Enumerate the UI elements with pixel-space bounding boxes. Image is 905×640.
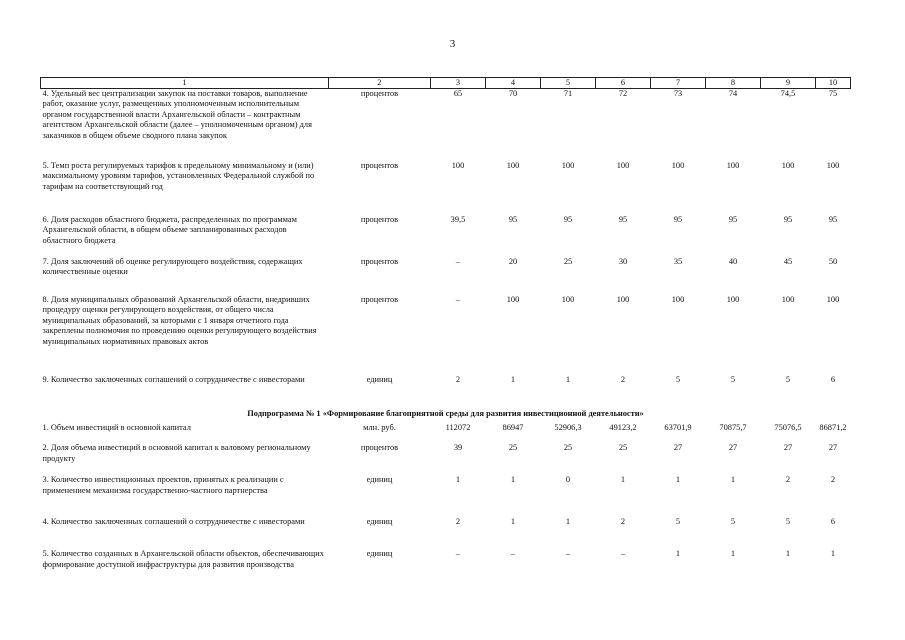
indicator-value: 1 (675, 549, 681, 559)
indicator-name: 8. Доля муниципальных образований Архангельской области, внедривших процедуру оценки регулирующего воздействия, от общего числа муниципальных образований, за которыми с 1 января отчетного года закреплены полномочия по проведению оценки регулирующего воздействия муниципальных нормативных правовых актов (42, 295, 317, 346)
indicator-value: 74,5 (780, 89, 796, 98)
indicator-name: 7. Доля заключений об оценке регулирующего воздействия, содержащих количественные оценки (42, 257, 303, 277)
table-row (41, 549, 851, 585)
column-number: 4 (486, 78, 541, 89)
indicator-value: 1 (455, 475, 461, 485)
indicator-value: 86871,2 (819, 423, 847, 433)
indicator-value: 100 (726, 161, 740, 170)
indicator-value: 95 (508, 215, 518, 224)
indicator-value: – (620, 549, 626, 559)
indicator-name: 9. Количество заключенных соглашений о сотрудничестве с инвесторами (42, 375, 305, 384)
indicator-unit: процентов (360, 295, 399, 304)
indicator-value: 39,5 (450, 215, 466, 224)
indicator-value: 100 (671, 161, 685, 170)
indicator-value: 100 (726, 295, 740, 304)
indicator-value: 71 (563, 89, 573, 98)
indicator-value: 5 (730, 375, 736, 384)
indicator-value: 1 (785, 549, 791, 559)
table-row (41, 423, 851, 443)
indicator-value: 25 (618, 443, 628, 453)
indicator-unit: единиц (366, 475, 393, 485)
indicator-name: 4. Количество заключенных соглашений о сотрудничестве с инвесторами (42, 517, 305, 527)
indicator-value: 1 (565, 517, 571, 527)
subprogram-title: Подпрограмма № 1 «Формирование благоприятной среды для развития инвестиционной деятельности» (247, 409, 644, 418)
indicator-value: 6 (830, 375, 836, 384)
indicator-value: 27 (673, 443, 683, 453)
table-row (41, 89, 851, 162)
indicator-value: 1 (830, 549, 836, 559)
indicator-value: 25 (508, 443, 518, 453)
indicator-name: 2. Доля объема инвестиций в основной капитал к валовому региональному продукту (42, 443, 311, 463)
indicator-value: 70 (508, 89, 518, 98)
indicator-value: 1 (510, 475, 516, 485)
indicator-unit: единиц (366, 517, 393, 527)
indicator-value: 100 (826, 295, 840, 304)
column-number: 10 (816, 78, 851, 89)
indicator-unit: единиц (366, 375, 393, 384)
indicator-value: 70875,7 (719, 423, 747, 433)
indicator-value: 100 (561, 161, 575, 170)
indicator-value: 1 (510, 375, 516, 384)
table-row (41, 475, 851, 517)
indicator-value: 63701,9 (664, 423, 692, 433)
table-row (41, 295, 851, 375)
indicator-value: 2 (830, 475, 836, 485)
indicator-value: 5 (730, 517, 736, 527)
indicator-value: 2 (455, 517, 461, 527)
column-number: 6 (596, 78, 651, 89)
indicator-value: 45 (783, 257, 793, 266)
indicator-unit: процентов (360, 257, 399, 266)
indicator-value: 95 (563, 215, 573, 224)
indicator-value: 50 (828, 257, 838, 266)
indicator-value: 95 (673, 215, 683, 224)
indicator-value: 5 (675, 375, 681, 384)
indicator-name: 6. Доля расходов областного бюджета, распределенных по программам Архангельской области, в общем объеме запланированных расходов областного бюджета (42, 215, 297, 245)
indicator-name: 4. Удельный вес централизации закупок на поставки товаров, выполнение работ, оказание услуг, размещенных уполномоченным исполнительным органом государственной власти Архангельской области – контрактным агентством Архангельской области (далее – уполномоченным органом) для заказчиков в общем объеме сводного плана закупок (42, 89, 312, 140)
indicator-value: 27 (728, 443, 738, 453)
column-number: 8 (706, 78, 761, 89)
indicator-value: 2 (620, 375, 626, 384)
column-number: 7 (651, 78, 706, 89)
indicators-table (40, 77, 851, 585)
table-row (41, 215, 851, 257)
column-number: 1 (41, 78, 329, 89)
indicator-name: 3. Количество инвестиционных проектов, принятых к реализации с применением механизма государственно-частного партнерства (42, 475, 284, 495)
indicator-unit: процентов (360, 443, 399, 453)
indicator-value: 1 (620, 475, 626, 485)
indicator-value: 74 (728, 89, 738, 98)
indicator-value: 40 (728, 257, 738, 266)
indicator-name: 5. Количество созданных в Архангельской области объектов, обеспечивающих формирование доступной инфраструктуры для развития производства (42, 549, 324, 569)
indicator-value: 86947 (502, 423, 524, 433)
indicator-value: 6 (830, 517, 836, 527)
indicator-value: 20 (508, 257, 518, 266)
indicator-value: 73 (673, 89, 683, 98)
indicator-value: 72 (618, 89, 628, 98)
indicator-value: 1 (730, 549, 736, 559)
indicator-value: 1 (510, 517, 516, 527)
indicator-value: 5 (785, 375, 791, 384)
indicator-value: 100 (671, 295, 685, 304)
indicator-name: 5. Темп роста регулируемых тарифов к предельному минимальному и (или) максимальному уровням тарифов, установленных Федеральной службой по тарифам на соответствующий год (42, 161, 315, 191)
table-header-row (41, 78, 851, 89)
table-row (41, 161, 851, 215)
indicator-value: 52906,3 (554, 423, 582, 433)
table-row (41, 443, 851, 475)
indicator-value: 2 (620, 517, 626, 527)
indicator-value: 49123,2 (609, 423, 637, 433)
indicator-value: 75 (828, 89, 838, 98)
indicator-value: 35 (673, 257, 683, 266)
indicator-unit: процентов (360, 89, 399, 98)
indicator-value: 100 (561, 295, 575, 304)
indicator-value: 27 (828, 443, 838, 453)
indicator-unit: единиц (366, 549, 393, 559)
indicator-value: – (455, 549, 461, 559)
column-number: 3 (431, 78, 486, 89)
indicator-value: 100 (781, 295, 795, 304)
indicator-value: 1 (675, 475, 681, 485)
indicator-value: 1 (730, 475, 736, 485)
indicator-name: 1. Объем инвестиций в основной капитал (42, 423, 191, 433)
indicator-value: 27 (783, 443, 793, 453)
indicator-value: 65 (453, 89, 463, 98)
indicator-value: 2 (785, 475, 791, 485)
indicator-value: 100 (506, 161, 520, 170)
indicator-unit: процентов (360, 161, 399, 170)
table-row (41, 257, 851, 295)
indicator-value: 100 (616, 161, 630, 170)
indicator-value: 100 (616, 295, 630, 304)
indicator-value: 30 (618, 257, 628, 266)
page-number: 3 (449, 38, 456, 50)
indicator-value: 0 (565, 475, 571, 485)
indicator-value: 25 (563, 257, 573, 266)
indicator-value: – (455, 295, 461, 304)
indicator-value: 5 (675, 517, 681, 527)
indicator-value: 95 (828, 215, 838, 224)
indicator-value: 100 (451, 161, 465, 170)
indicator-value: – (510, 549, 516, 559)
indicator-value: 112072 (445, 423, 471, 433)
indicator-value: 25 (563, 443, 573, 453)
indicator-unit: млн. руб. (363, 423, 396, 433)
table-row (41, 517, 851, 549)
indicator-value: 5 (785, 517, 791, 527)
indicator-value: 100 (506, 295, 520, 304)
indicator-value: – (455, 257, 461, 266)
indicator-value: 95 (728, 215, 738, 224)
indicator-value: 95 (618, 215, 628, 224)
indicator-value: 39 (453, 443, 463, 453)
table-row (41, 375, 851, 405)
indicator-value: 1 (565, 375, 571, 384)
column-number: 2 (329, 78, 431, 89)
column-number: 5 (541, 78, 596, 89)
column-number: 9 (761, 78, 816, 89)
indicator-value: 95 (783, 215, 793, 224)
indicator-value: – (565, 549, 571, 559)
indicator-unit: процентов (360, 215, 399, 224)
indicator-value: 75076,5 (774, 423, 802, 433)
section-heading-row (41, 405, 851, 423)
indicator-value: 2 (455, 375, 461, 384)
indicator-value: 100 (781, 161, 795, 170)
indicator-value: 100 (826, 161, 840, 170)
